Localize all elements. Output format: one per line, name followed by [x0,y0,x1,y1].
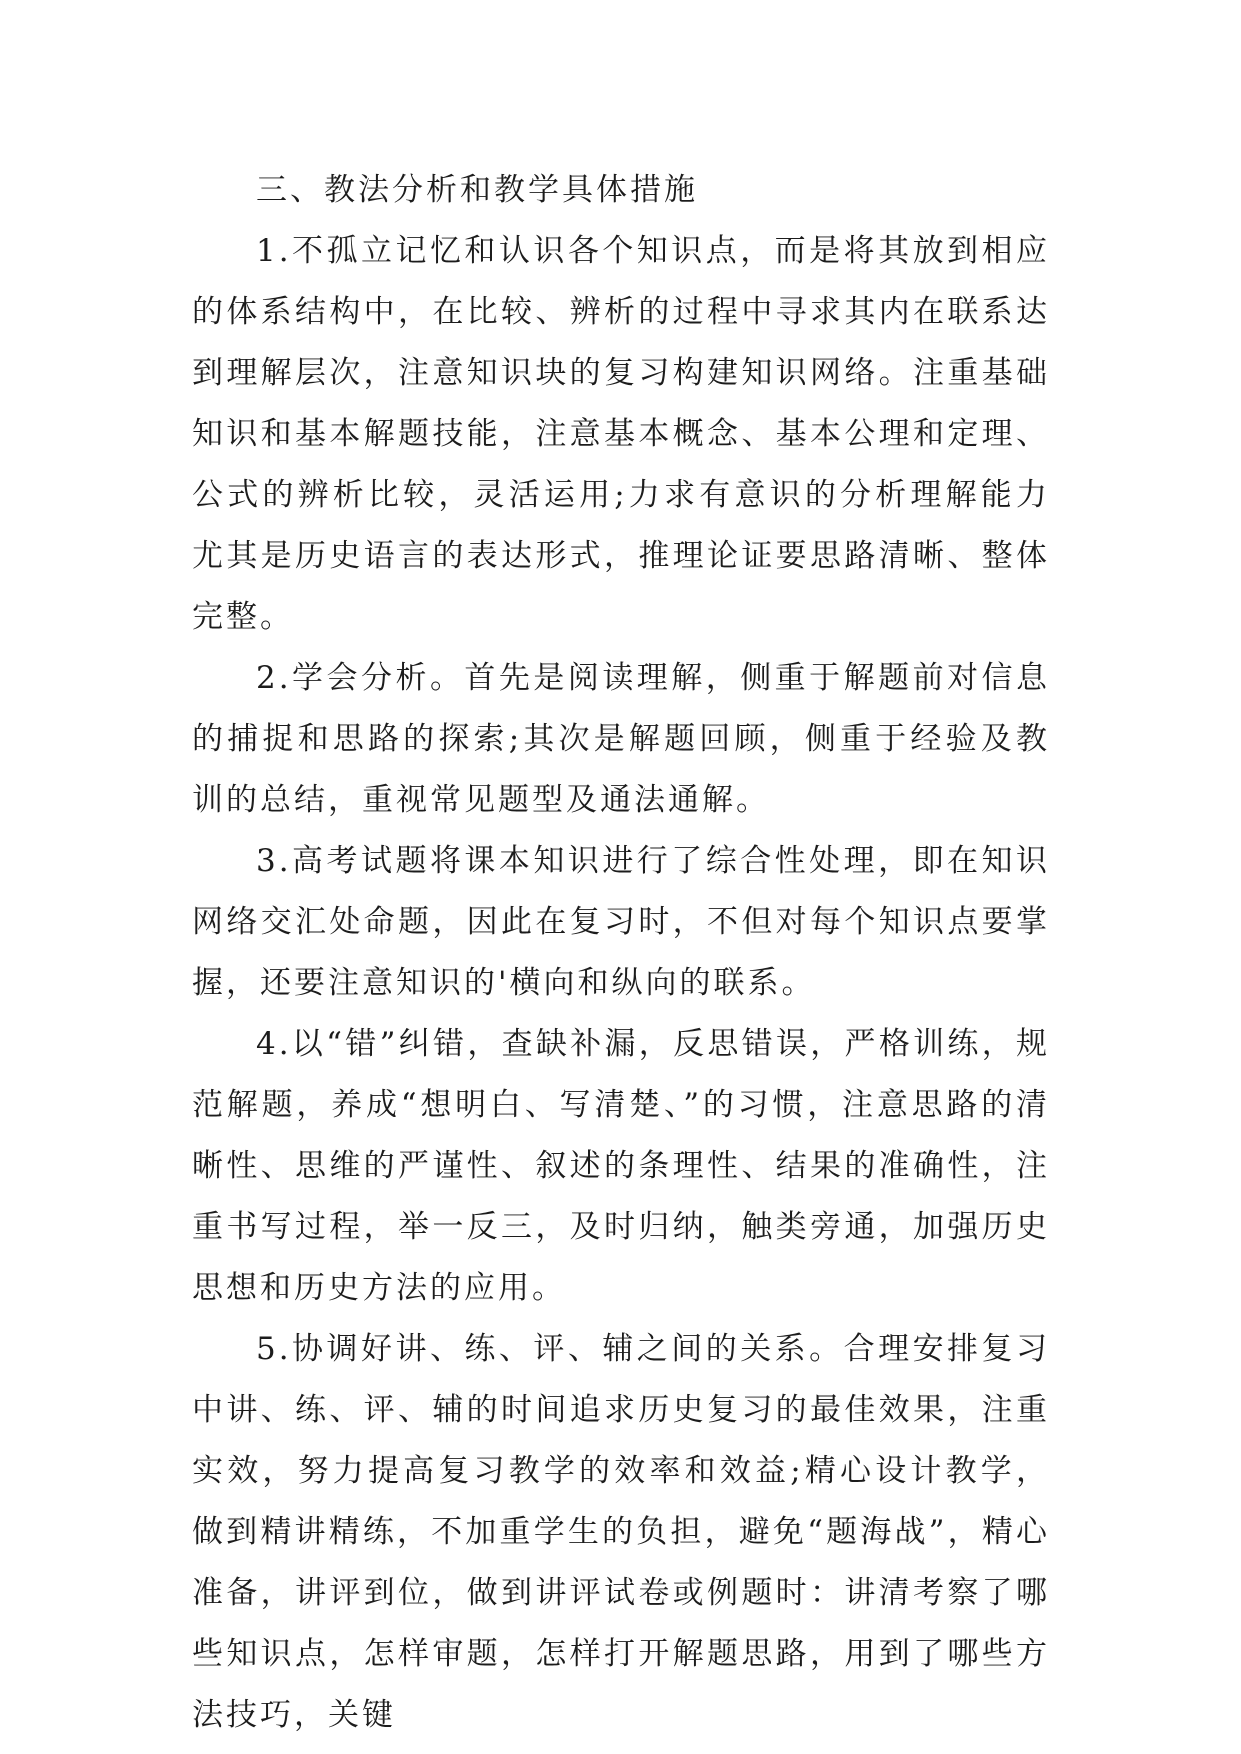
paragraph-4: 4.以“错”纠错，查缺补漏，反思错误，严格训练，规范解题，养成“想明白、写清楚、”的习惯，注意思路的清晰性、思维的严谨性、叙述的条理性、结果的准确性，注重书写过程，举一反三，及时归纳，触类旁通，加强历史思想和历史方法的应用。 [192,1026,1050,1306]
paragraph-5: 5.协调好讲、练、评、辅之间的关系。合理安排复习中讲、练、评、辅的时间追求历史复习的最佳效果，注重实效，努力提高复习教学的效率和效益;精心设计教学，做到精讲精练，不加重学生的负担，避免“题海战”，精心准备，讲评到位，做到讲评试卷或例题时：讲清考察了哪些知识点，怎样审题，怎样打开解题思路，用到了哪些方法技巧，关键 [192,1331,1050,1733]
paragraph-2: 2.学会分析。首先是阅读理解，侧重于解题前对信息的捕捉和思路的探索;其次是解题回顾，侧重于经验及教训的总结，重视常见题型及通法通解。 [192,660,1050,818]
document-body [192,160,1050,1746]
paragraph-1: 1.不孤立记忆和认识各个知识点，而是将其放到相应的体系结构中，在比较、辨析的过程中寻求其内在联系达到理解层次，注意知识块的复习构建知识网络。注重基础知识和基本解题技能，注意基本概念、基本公理和定理、公式的辨析比较，灵活运用;力求有意识的分析理解能力尤其是历史语言的表达形式，推理论证要思路清晰、整体完整。 [192,233,1050,635]
paragraph-3: 3.高考试题将课本知识进行了综合性处理，即在知识网络交汇处命题，因此在复习时，不但对每个知识点要掌握，还要注意知识的'横向和纵向的联系。 [192,843,1050,1001]
section-heading: 三、教法分析和教学具体措施 [256,172,698,208]
